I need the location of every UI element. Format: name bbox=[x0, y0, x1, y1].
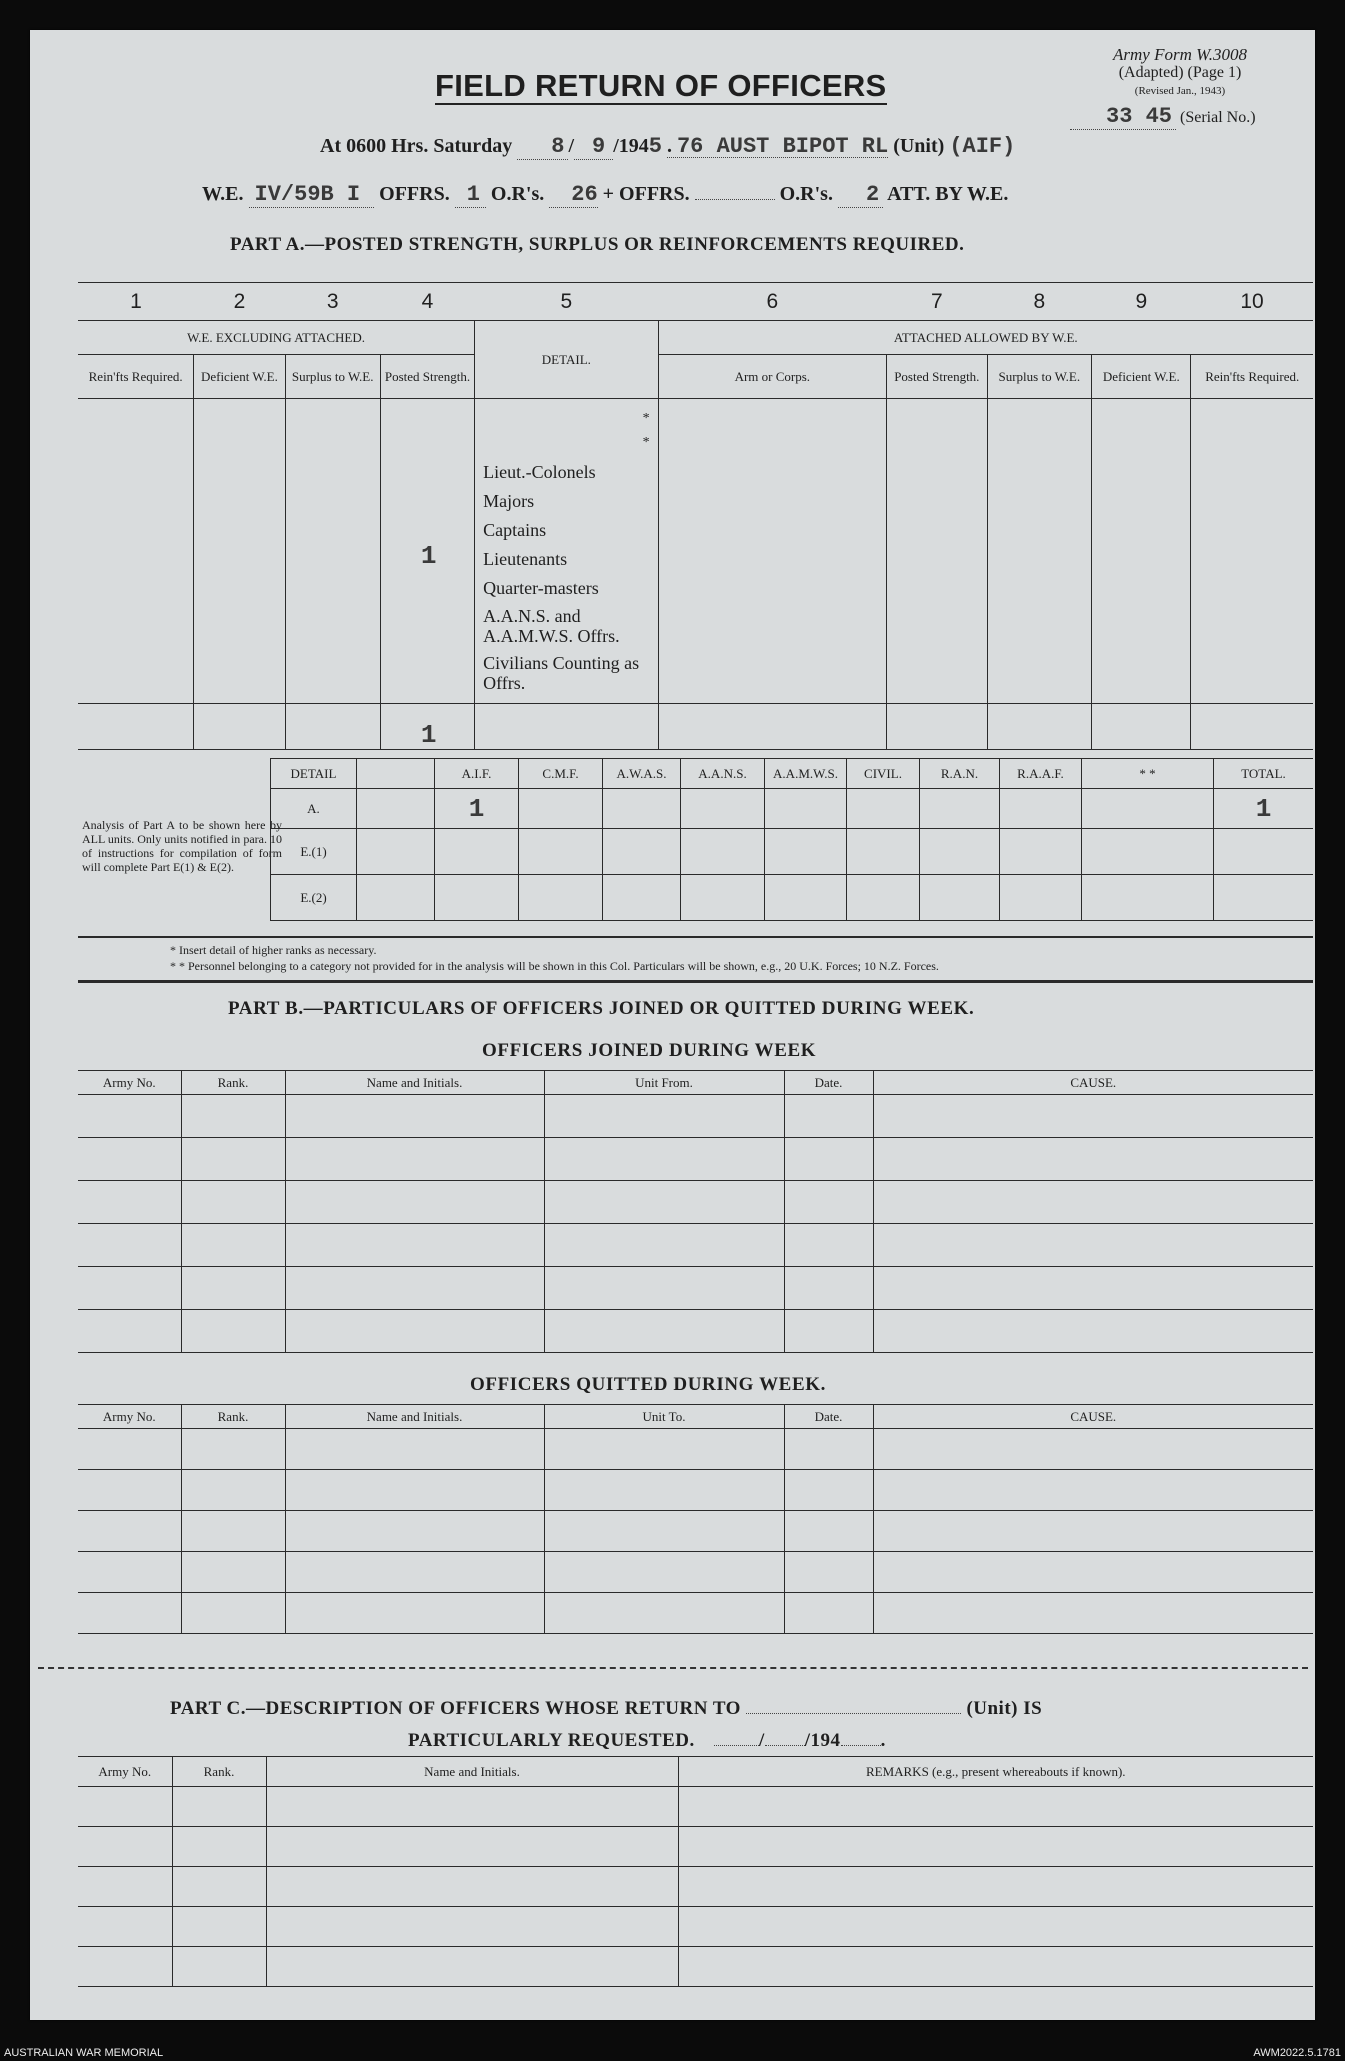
cell[interactable] bbox=[78, 1867, 172, 1907]
footer-credit: AUSTRALIAN WAR MEMORIAL bbox=[4, 2047, 164, 2059]
quitted-header-row bbox=[78, 1405, 1313, 1429]
cell bbox=[435, 829, 519, 875]
cell[interactable] bbox=[544, 1310, 784, 1353]
table-row bbox=[78, 1429, 1313, 1470]
cell[interactable] bbox=[78, 1552, 181, 1593]
analysis-row-e1 bbox=[271, 829, 1314, 875]
cell[interactable] bbox=[172, 1947, 266, 1987]
ranks-body-row bbox=[78, 399, 1313, 704]
att-surplus-header: Surplus to W.E. bbox=[987, 355, 1092, 399]
cell[interactable] bbox=[285, 1138, 544, 1181]
cell[interactable] bbox=[285, 1552, 544, 1593]
analysis-col-header: A.W.A.S. bbox=[603, 759, 681, 789]
star-mark: * bbox=[642, 435, 650, 450]
cell[interactable] bbox=[784, 1095, 873, 1138]
report-time: At 0600 Hrs. Saturday bbox=[320, 135, 513, 157]
cell[interactable] bbox=[784, 1552, 873, 1593]
surplus-header: Surplus to W.E. bbox=[285, 355, 380, 399]
table-row bbox=[78, 1224, 1313, 1267]
aif-value-cell bbox=[435, 789, 519, 829]
cell[interactable] bbox=[172, 1907, 266, 1947]
cell bbox=[194, 704, 285, 750]
unit-from-header: Unit From. bbox=[544, 1071, 784, 1095]
cell bbox=[1000, 875, 1082, 921]
army-form-id bbox=[1070, 46, 1290, 100]
cell bbox=[765, 789, 847, 829]
cell[interactable] bbox=[873, 1138, 1313, 1181]
cell[interactable] bbox=[873, 1552, 1313, 1593]
table-row bbox=[78, 1511, 1313, 1552]
serial-number bbox=[1070, 104, 1310, 129]
unit-value: 76 AUST BIPOT RL bbox=[676, 134, 889, 159]
cell[interactable] bbox=[78, 1181, 181, 1224]
cell[interactable] bbox=[784, 1224, 873, 1267]
cell bbox=[1191, 704, 1313, 750]
col-number: 3 bbox=[285, 283, 380, 321]
quitted-title: OFFICERS QUITTED DURING WEEK. bbox=[470, 1374, 826, 1395]
cell bbox=[603, 829, 681, 875]
part-a-table bbox=[78, 282, 1313, 750]
posted-strength-header: Posted Strength. bbox=[380, 355, 474, 399]
quitted-table bbox=[78, 1404, 1313, 1634]
cell[interactable] bbox=[544, 1429, 784, 1470]
rank-list bbox=[483, 461, 653, 693]
unit-to-header: Unit To. bbox=[544, 1405, 784, 1429]
army-no-header: Army No. bbox=[78, 1757, 172, 1787]
cell[interactable] bbox=[678, 1947, 1313, 1987]
cell bbox=[920, 789, 1000, 829]
total-value: 1 bbox=[1255, 793, 1272, 824]
table-row bbox=[78, 1310, 1313, 1353]
cell[interactable] bbox=[78, 1095, 181, 1138]
year-prefix: /194 bbox=[613, 135, 649, 157]
ors-label: O.R's. bbox=[490, 183, 545, 205]
cell[interactable] bbox=[181, 1429, 285, 1470]
report-day: 8 bbox=[517, 134, 568, 160]
footnotes bbox=[170, 942, 939, 974]
part-c-line2: PARTICULARLY REQUESTED. / /194 . bbox=[408, 1730, 886, 1751]
cell[interactable] bbox=[678, 1827, 1313, 1867]
cell bbox=[887, 399, 987, 704]
we-excluding-attached-header: W.E. EXCLUDING ATTACHED. bbox=[78, 321, 475, 355]
joined-header-row bbox=[78, 1071, 1313, 1095]
ors-value: 26 bbox=[549, 182, 597, 208]
serial-label: (Serial No.) bbox=[1180, 109, 1256, 126]
form-adapted: (Adapted) (Page 1) bbox=[1118, 64, 1242, 81]
group-header-row bbox=[78, 321, 1313, 355]
part-c-year: /194 bbox=[804, 1730, 841, 1751]
form-sheet bbox=[30, 30, 1315, 2020]
form-title: FIELD RETURN OF OFFICERS bbox=[435, 68, 887, 103]
cell[interactable] bbox=[873, 1181, 1313, 1224]
rank-item: Captains bbox=[483, 520, 547, 540]
cell[interactable] bbox=[266, 1867, 678, 1907]
cell[interactable] bbox=[544, 1593, 784, 1634]
analysis-note: Analysis of Part A to be shown here by ALL units. Only units notified in para. 10 of instructions for compilation of form will complete Part E(1) & E(2). bbox=[82, 818, 282, 874]
att-ors-label: O.R's. bbox=[779, 183, 833, 205]
analysis-row-a bbox=[271, 789, 1314, 829]
part-a-end-rule bbox=[78, 980, 1313, 983]
cell bbox=[1000, 829, 1082, 875]
cell bbox=[194, 399, 285, 704]
cell[interactable] bbox=[873, 1095, 1313, 1138]
analysis-col-header: A.A.M.W.S. bbox=[765, 759, 847, 789]
cell[interactable] bbox=[266, 1787, 678, 1827]
part-b-title: PART B.—PARTICULARS OF OFFICERS JOINED OR QUITTED DURING WEEK. bbox=[228, 998, 975, 1019]
cell[interactable] bbox=[873, 1429, 1313, 1470]
part-c-header-row bbox=[78, 1757, 1313, 1787]
cell[interactable] bbox=[78, 1429, 181, 1470]
cell[interactable] bbox=[172, 1827, 266, 1867]
cell[interactable] bbox=[78, 1224, 181, 1267]
cell[interactable] bbox=[285, 1593, 544, 1634]
cell[interactable] bbox=[285, 1224, 544, 1267]
cell[interactable] bbox=[544, 1552, 784, 1593]
cell[interactable] bbox=[181, 1310, 285, 1353]
analysis-bottom-rule bbox=[78, 936, 1313, 938]
lieutenants-posted-value: 1 bbox=[420, 541, 437, 571]
cell[interactable] bbox=[544, 1181, 784, 1224]
table-row bbox=[78, 1181, 1313, 1224]
sub-header-row bbox=[78, 355, 1313, 399]
name-header: Name and Initials. bbox=[266, 1757, 678, 1787]
cell[interactable] bbox=[181, 1470, 285, 1511]
cell[interactable] bbox=[784, 1429, 873, 1470]
att-ors-value: 2 bbox=[838, 182, 883, 208]
cell[interactable] bbox=[784, 1593, 873, 1634]
analysis-col-header: R.A.A.F. bbox=[1000, 759, 1082, 789]
cause-header: CAUSE. bbox=[873, 1405, 1313, 1429]
cause-header: CAUSE. bbox=[873, 1071, 1313, 1095]
footnote-other-categories: * * Personnel belonging to a category not provided for in the analysis will be shown in this Col. Particulars will be shown, e.g., 20 U.K. Forces; 10 N.Z. Forces. bbox=[170, 959, 939, 973]
analysis-col-header: R.A.N. bbox=[920, 759, 1000, 789]
cell bbox=[887, 704, 987, 750]
cell[interactable] bbox=[78, 1593, 181, 1634]
remarks-header: REMARKS (e.g., present whereabouts if known). bbox=[678, 1757, 1313, 1787]
cell[interactable] bbox=[873, 1511, 1313, 1552]
att-deficient-header: Deficient W.E. bbox=[1092, 355, 1191, 399]
cell[interactable] bbox=[285, 1429, 544, 1470]
cell[interactable] bbox=[544, 1224, 784, 1267]
footer-reference: AWM2022.5.1781 bbox=[1253, 2047, 1341, 2059]
cell[interactable] bbox=[544, 1095, 784, 1138]
cell[interactable] bbox=[285, 1095, 544, 1138]
cell[interactable] bbox=[78, 1827, 172, 1867]
cell[interactable] bbox=[78, 1470, 181, 1511]
tear-line bbox=[38, 1667, 1308, 1669]
cell[interactable] bbox=[181, 1552, 285, 1593]
star-mark: * bbox=[642, 411, 650, 426]
cell bbox=[519, 829, 603, 875]
col-number: 4 bbox=[380, 283, 474, 321]
analysis-col-header: CIVIL. bbox=[847, 759, 920, 789]
posted-strength-cell bbox=[380, 399, 474, 704]
part-a-title: PART A.—POSTED STRENGTH, SURPLUS OR REINFORCEMENTS REQUIRED. bbox=[230, 234, 965, 255]
analysis-detail-header: DETAIL bbox=[271, 759, 357, 789]
table-row bbox=[78, 1267, 1313, 1310]
cell[interactable] bbox=[784, 1511, 873, 1552]
analysis-col-header: A.I.F. bbox=[435, 759, 519, 789]
cell[interactable] bbox=[873, 1310, 1313, 1353]
cell bbox=[765, 829, 847, 875]
part-c-title: PART C.—DESCRIPTION OF OFFICERS WHOSE RETURN TO bbox=[170, 1698, 741, 1719]
cell bbox=[847, 875, 920, 921]
cell[interactable] bbox=[172, 1867, 266, 1907]
att-by-we-label: ATT. BY W.E. bbox=[887, 183, 1009, 205]
table-row bbox=[78, 1095, 1313, 1138]
we-label: W.E. bbox=[202, 183, 244, 205]
cell[interactable] bbox=[181, 1181, 285, 1224]
joined-title: OFFICERS JOINED DURING WEEK bbox=[482, 1040, 817, 1061]
cell bbox=[475, 704, 658, 750]
cell bbox=[603, 789, 681, 829]
rank-item: A.A.N.S. and A.A.M.W.S. Offrs. bbox=[483, 606, 620, 646]
cell[interactable] bbox=[266, 1907, 678, 1947]
date-header: Date. bbox=[784, 1071, 873, 1095]
army-no-header: Army No. bbox=[78, 1405, 181, 1429]
cell[interactable] bbox=[544, 1267, 784, 1310]
army-no-header: Army No. bbox=[78, 1071, 181, 1095]
att-reinforcements-header: Rein'fts Required. bbox=[1191, 355, 1313, 399]
table-row bbox=[78, 1470, 1313, 1511]
cell[interactable] bbox=[78, 1907, 172, 1947]
part-c-unit-label: (Unit) IS bbox=[966, 1698, 1043, 1719]
att-posted-strength-header: Posted Strength. bbox=[887, 355, 987, 399]
cell[interactable] bbox=[285, 1470, 544, 1511]
analysis-col-header: * * bbox=[1082, 759, 1214, 789]
posted-total-cell bbox=[380, 704, 474, 750]
rank-item: Lieut.-Colonels bbox=[483, 462, 596, 482]
table-row bbox=[78, 1787, 1313, 1827]
cell[interactable] bbox=[784, 1138, 873, 1181]
offrs-label: OFFRS. bbox=[379, 183, 450, 205]
arm-or-corps-header: Arm or Corps. bbox=[658, 355, 887, 399]
table-row bbox=[78, 1947, 1313, 1987]
detail-header: DETAIL. bbox=[475, 321, 658, 399]
cell bbox=[658, 704, 887, 750]
cell[interactable] bbox=[544, 1470, 784, 1511]
cell[interactable] bbox=[285, 1267, 544, 1310]
cell bbox=[357, 829, 435, 875]
col-number: 6 bbox=[658, 283, 887, 321]
cell bbox=[357, 789, 435, 829]
cell bbox=[285, 704, 380, 750]
cell bbox=[1000, 789, 1082, 829]
cell[interactable] bbox=[285, 1181, 544, 1224]
rank-item: Majors bbox=[483, 491, 535, 511]
cell[interactable] bbox=[678, 1867, 1313, 1907]
cell[interactable] bbox=[784, 1310, 873, 1353]
date-header: Date. bbox=[784, 1405, 873, 1429]
part-c-line1 bbox=[170, 1698, 1042, 1720]
cell[interactable] bbox=[181, 1511, 285, 1552]
cell bbox=[1082, 875, 1214, 921]
form-number: Army Form W.3008 bbox=[1113, 45, 1247, 64]
cell[interactable] bbox=[78, 1267, 181, 1310]
part-c-table bbox=[78, 1756, 1313, 1987]
cell bbox=[658, 399, 887, 704]
cell[interactable] bbox=[784, 1267, 873, 1310]
cell bbox=[1082, 789, 1214, 829]
table-row bbox=[78, 1907, 1313, 1947]
analysis-row-label: A. bbox=[271, 789, 357, 829]
cell[interactable] bbox=[172, 1787, 266, 1827]
year-suffix: 5 bbox=[648, 134, 662, 159]
footnote-higher-ranks: * Insert detail of higher ranks as necessary. bbox=[170, 943, 377, 957]
analysis-col-header: A.A.N.S. bbox=[681, 759, 765, 789]
table-row bbox=[78, 1867, 1313, 1907]
header-line-we bbox=[202, 182, 1008, 207]
analysis-header-row bbox=[271, 759, 1314, 789]
posted-total-value: 1 bbox=[420, 720, 437, 750]
cell bbox=[987, 399, 1092, 704]
table-row bbox=[78, 1552, 1313, 1593]
col-number: 9 bbox=[1092, 283, 1191, 321]
cell bbox=[681, 829, 765, 875]
report-month: 9 bbox=[574, 134, 613, 160]
col-number: 5 bbox=[475, 283, 658, 321]
cell bbox=[1082, 829, 1214, 875]
cell bbox=[681, 875, 765, 921]
cell bbox=[1214, 875, 1314, 921]
cell bbox=[1214, 829, 1314, 875]
header-line-date: At 0600 Hrs. Saturday 8 / 9 /1945 . 76 AUST BIPOT RL (Unit) (AIF) bbox=[320, 134, 1016, 159]
cell[interactable] bbox=[78, 1787, 172, 1827]
joined-table bbox=[78, 1070, 1313, 1353]
table-row bbox=[78, 1593, 1313, 1634]
unit-label: (Unit) bbox=[893, 135, 945, 157]
cell[interactable] bbox=[266, 1827, 678, 1867]
cell bbox=[987, 704, 1092, 750]
col-number: 1 bbox=[78, 283, 194, 321]
col-number: 2 bbox=[194, 283, 285, 321]
analysis-table bbox=[270, 758, 1313, 921]
ranks-detail-cell bbox=[475, 399, 658, 704]
cell[interactable] bbox=[873, 1470, 1313, 1511]
cell[interactable] bbox=[181, 1593, 285, 1634]
totals-row bbox=[78, 704, 1313, 750]
name-header: Name and Initials. bbox=[285, 1405, 544, 1429]
unit-suffix: (AIF) bbox=[949, 134, 1016, 159]
analysis-row-label: E.(1) bbox=[271, 829, 357, 875]
cell bbox=[78, 399, 194, 704]
cell bbox=[765, 875, 847, 921]
col-number: 8 bbox=[987, 283, 1092, 321]
cell[interactable] bbox=[784, 1181, 873, 1224]
rank-item: Quarter-masters bbox=[483, 578, 599, 598]
cell[interactable] bbox=[78, 1310, 181, 1353]
form-revised: (Revised Jan., 1943) bbox=[1134, 85, 1226, 97]
cell[interactable] bbox=[873, 1267, 1313, 1310]
cell[interactable] bbox=[78, 1947, 172, 1987]
rank-item: Civilians Counting as Offrs. bbox=[483, 653, 640, 693]
cell[interactable] bbox=[873, 1593, 1313, 1634]
cell bbox=[1092, 704, 1191, 750]
cell[interactable] bbox=[78, 1511, 181, 1552]
analysis-row-e2 bbox=[271, 875, 1314, 921]
cell[interactable] bbox=[544, 1138, 784, 1181]
cell[interactable] bbox=[678, 1907, 1313, 1947]
cell bbox=[357, 759, 435, 789]
rank-header: Rank. bbox=[172, 1757, 266, 1787]
cell bbox=[1092, 399, 1191, 704]
cell bbox=[357, 875, 435, 921]
col-number: 7 bbox=[887, 283, 987, 321]
rank-header: Rank. bbox=[181, 1405, 285, 1429]
analysis-col-header: C.M.F. bbox=[519, 759, 603, 789]
cell bbox=[435, 875, 519, 921]
cell[interactable] bbox=[181, 1095, 285, 1138]
analysis-total-header: TOTAL. bbox=[1214, 759, 1314, 789]
cell bbox=[603, 875, 681, 921]
higher-ranks-stars bbox=[643, 407, 650, 455]
reinforcements-required-header: Rein'fts Required. bbox=[78, 355, 194, 399]
total-value-cell bbox=[1214, 789, 1314, 829]
cell[interactable] bbox=[181, 1267, 285, 1310]
column-number-row bbox=[78, 283, 1313, 321]
serial-value: 33 45 bbox=[1070, 104, 1176, 130]
cell bbox=[847, 789, 920, 829]
cell bbox=[920, 829, 1000, 875]
cell bbox=[681, 789, 765, 829]
table-row bbox=[78, 1138, 1313, 1181]
cell[interactable] bbox=[266, 1947, 678, 1987]
rank-item: Lieutenants bbox=[483, 549, 568, 569]
cell[interactable] bbox=[78, 1138, 181, 1181]
att-offrs-label: + OFFRS. bbox=[602, 183, 690, 205]
cell bbox=[920, 875, 1000, 921]
cell[interactable] bbox=[678, 1787, 1313, 1827]
cell[interactable] bbox=[181, 1138, 285, 1181]
cell bbox=[519, 789, 603, 829]
cell bbox=[285, 399, 380, 704]
cell[interactable] bbox=[181, 1224, 285, 1267]
cell bbox=[1191, 399, 1313, 704]
cell[interactable] bbox=[873, 1224, 1313, 1267]
name-header: Name and Initials. bbox=[285, 1071, 544, 1095]
cell bbox=[847, 829, 920, 875]
deficient-header: Deficient W.E. bbox=[194, 355, 285, 399]
col-number: 10 bbox=[1191, 283, 1313, 321]
cell[interactable] bbox=[544, 1511, 784, 1552]
we-value: IV/59B I bbox=[249, 182, 375, 208]
aif-value: 1 bbox=[468, 793, 485, 824]
part-c-requested: PARTICULARLY REQUESTED. bbox=[408, 1730, 695, 1751]
table-row bbox=[78, 1827, 1313, 1867]
rank-header: Rank. bbox=[181, 1071, 285, 1095]
cell bbox=[519, 875, 603, 921]
cell[interactable] bbox=[285, 1511, 544, 1552]
analysis-row-label: E.(2) bbox=[271, 875, 357, 921]
offrs-value: 1 bbox=[455, 182, 486, 208]
cell bbox=[78, 704, 194, 750]
cell[interactable] bbox=[285, 1310, 544, 1353]
attached-allowed-header: ATTACHED ALLOWED BY W.E. bbox=[658, 321, 1313, 355]
cell[interactable] bbox=[784, 1470, 873, 1511]
